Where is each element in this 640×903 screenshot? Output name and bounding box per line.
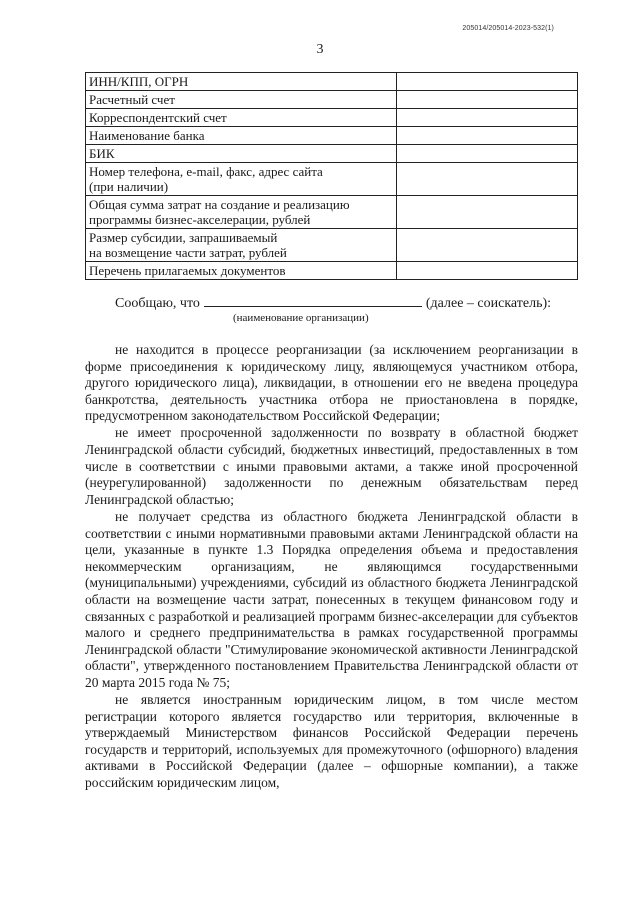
table-row [86, 145, 578, 163]
declaration-paragraph: не находится в процессе реорганизации (за исключением реорганизации в форме присоединения к юридическому лицу, являющемуся участником отбора, другого юридического лица), ликвидации, в отношении его не введена процедура банкротства, деятельность участника отбора не приостановлена в порядке, предусмотренном законодательством Российской Федерации; [85, 342, 578, 424]
row-value [397, 109, 578, 127]
organization-name-hint: (наименование организации) [233, 312, 369, 324]
row-label-line: Номер телефона, e-mail, факс, адрес сайта [89, 164, 323, 179]
row-label [86, 109, 397, 127]
row-value [397, 163, 578, 196]
row-label-line: программы бизнес-акселерации, рублей [89, 212, 311, 227]
row-label-line: Наименование банка [89, 128, 205, 143]
document-id: 205014/205014-2023-532(1) [462, 25, 554, 32]
row-label [86, 163, 397, 196]
declaration-paragraph: не получает средства из областного бюджета Ленинградской области в соответствии с иными нормативными правовыми актами Ленинградской области на цели, указанные в пункте 1.3 Порядка определения объема и предоставления некоммерческим организациям, не являющимся государственными (муниципальными) учреждениями, субсидий из областного бюджета Ленинградской области на возмещение части затрат, понесенных в текущем финансовом году и связанных с разработкой и реализацией программ бизнес-акселерации для субъектов малого и среднего предпринимательства в рамках государственной программы Ленинградской области "Стимулирование экономической активности Ленинградской области", утвержденного постановлением Правительства Ленинградской области от 20 марта 2015 года № 75; [85, 508, 578, 690]
declaration-paragraph: не является иностранным юридическим лицом, в том числе местом регистрации которого является государство или территория, включенные в утверждаемый Министерством финансов Российской Федерации перечень государств и территорий, используемых для промежуточного (офшорного) владения активами в Российской Федерации (далее – офшорные компании), а также российским юридическим лицом, [85, 691, 578, 790]
row-value [397, 262, 578, 280]
row-label [86, 127, 397, 145]
organization-name-blank[interactable] [204, 294, 422, 307]
table-row [86, 163, 578, 196]
row-label [86, 196, 397, 229]
row-value [397, 145, 578, 163]
statement-lead: Сообщаю, что [115, 296, 200, 311]
table-row [86, 262, 578, 280]
row-label-line: Расчетный счет [89, 92, 175, 107]
table-row [86, 196, 578, 229]
row-label-line: ИНН/КПП, ОГРН [89, 74, 189, 89]
table-row [86, 73, 578, 91]
row-label [86, 73, 397, 91]
row-value [397, 73, 578, 91]
row-label-line: на возмещение части затрат, рублей [89, 245, 287, 260]
page-number: 3 [316, 42, 324, 57]
table-row [86, 91, 578, 109]
table-row [86, 127, 578, 145]
row-label-line: Размер субсидии, запрашиваемый [89, 230, 278, 245]
row-label-line: (при наличии) [89, 179, 169, 194]
declaration-body [85, 342, 578, 792]
row-value [397, 127, 578, 145]
row-value [397, 196, 578, 229]
row-label [86, 262, 397, 280]
row-label-line: БИК [89, 146, 115, 161]
row-label [86, 91, 397, 109]
row-label-line: Общая сумма затрат на создание и реализацию [89, 197, 350, 212]
row-label-line: Корреспондентский счет [89, 110, 227, 125]
row-label-line: Перечень прилагаемых документов [89, 263, 286, 278]
table-row [86, 229, 578, 262]
row-label [86, 145, 397, 163]
row-label [86, 229, 397, 262]
row-value [397, 91, 578, 109]
row-value [397, 229, 578, 262]
declaration-paragraph: не имеет просроченной задолженности по возврату в областной бюджет Ленинградской области субсидий, бюджетных инвестиций, предоставленных в том числе в соответствии с иными правовыми актами, а также иной просроченной (неурегулированной) задолженности по денежным обязательствам перед Ленинградской областью; [85, 425, 578, 507]
requisites-table [85, 72, 578, 280]
statement-tail: (далее – соискатель): [425, 296, 552, 311]
statement-line [85, 294, 578, 324]
table-row [86, 109, 578, 127]
